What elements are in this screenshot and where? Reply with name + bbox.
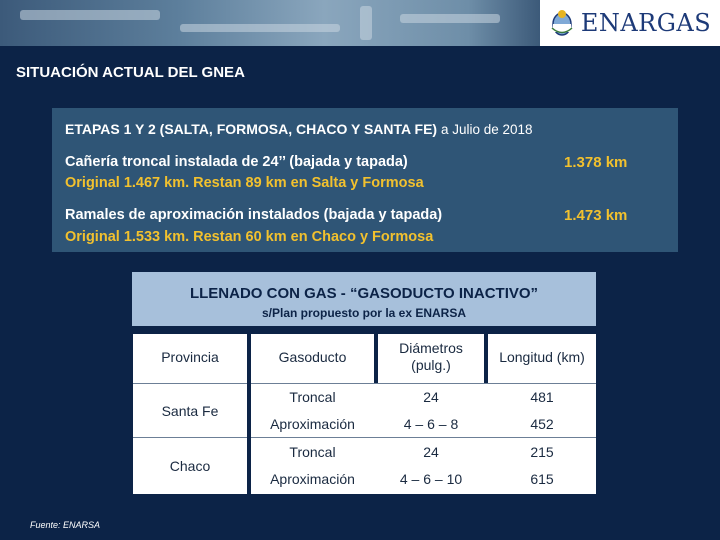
row-divider [133, 437, 247, 438]
coat-of-arms-icon [549, 8, 575, 38]
filling-title: LLENADO CON GAS - “GASODUCTO INACTIVO” [189, 285, 539, 302]
brand-logo-text: ENARGAS [580, 9, 712, 37]
stage-row-value: 1.378 km [564, 154, 628, 171]
province-cell: Chaco [169, 458, 211, 474]
logo [540, 0, 720, 46]
column-header: Provincia [161, 349, 219, 365]
stages-title [65, 121, 533, 137]
table-cell: 4 – 6 – 8 [403, 416, 459, 432]
table-cell: 4 – 6 – 10 [399, 471, 463, 487]
column-header: Gasoducto [278, 349, 347, 365]
row-divider [133, 383, 247, 384]
table-cell: 452 [530, 416, 554, 432]
pipe-graphic [360, 6, 372, 40]
table-cell: 24 [423, 389, 439, 405]
table-cell: Troncal [289, 444, 336, 460]
row-divider [251, 437, 596, 438]
stage-row-main: Ramales de aproximación instalados (bajada y tapada) [65, 207, 443, 223]
pipe-graphic [20, 10, 160, 20]
stages-panel [52, 108, 678, 252]
stages-title-date: a Julio de 2018 [440, 122, 533, 137]
table-cell: 481 [530, 389, 554, 405]
filling-subtitle: s/Plan propuesto por la ex ENARSA [261, 306, 467, 320]
pipe-graphic [180, 24, 340, 32]
stage-row-sub: Original 1.533 km. Restan 60 km en Chaco y Formosa [65, 229, 434, 245]
column-header: Diámetros (pulg.) [399, 340, 463, 373]
table-cell: 615 [530, 471, 554, 487]
table-cell: 24 [423, 444, 439, 460]
filling-banner [132, 272, 596, 326]
header-photo [0, 0, 520, 46]
source-note: Fuente: ENARSA [30, 520, 101, 530]
table-cell: Troncal [289, 389, 336, 405]
page-title: SITUACIÓN ACTUAL DEL GNEA [16, 64, 245, 81]
table-cell: 215 [530, 444, 554, 460]
stage-row-sub: Original 1.467 km. Restan 89 km en Salta y Formosa [65, 175, 424, 191]
stages-title-main: ETAPAS 1 Y 2 (SALTA, FORMOSA, CHACO Y SANTA FE) [65, 121, 438, 137]
pipe-graphic [400, 14, 500, 23]
pipeline-table [133, 334, 596, 494]
row-divider [251, 383, 596, 384]
stage-row-main: Cañería troncal instalada de 24’’ (bajada y tapada) [65, 154, 408, 170]
table-cell: Aproximación [270, 471, 355, 487]
table-cell: Aproximación [270, 416, 355, 432]
province-cell: Santa Fe [161, 403, 219, 419]
stage-row-value: 1.473 km [564, 207, 628, 224]
column-header: Longitud (km) [499, 349, 585, 365]
